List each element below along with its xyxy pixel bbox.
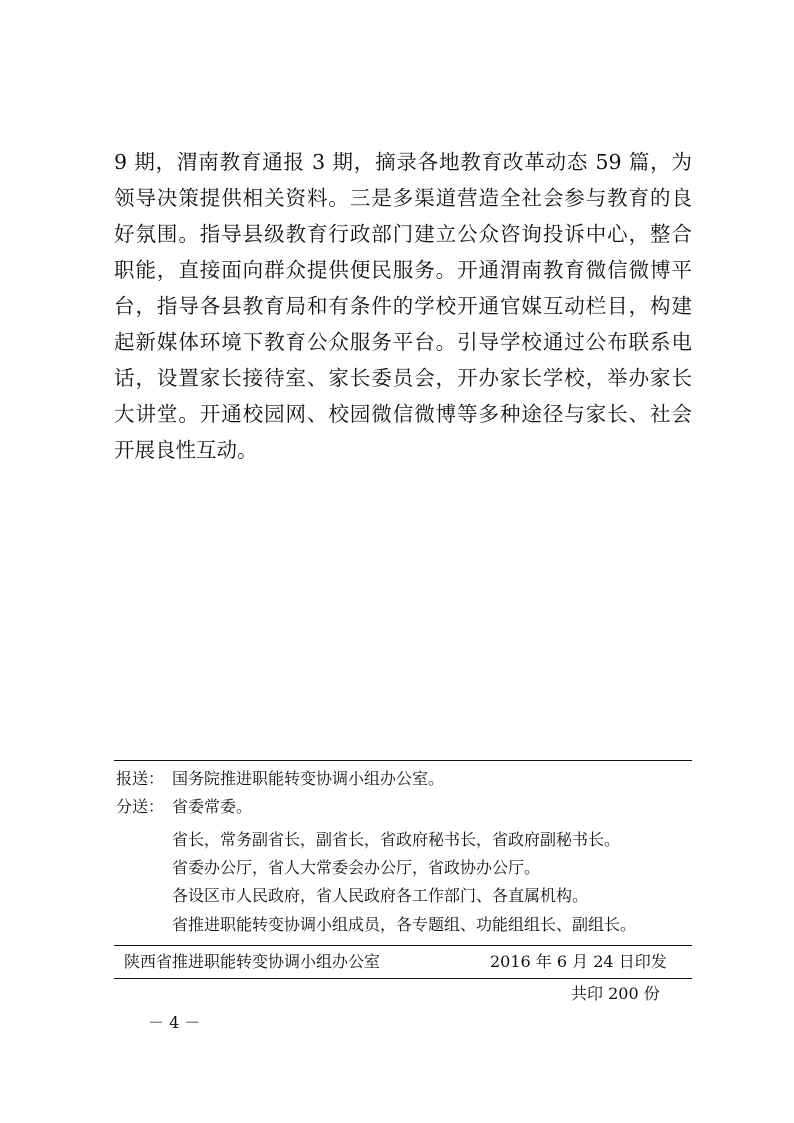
copy-recipient-line: 省长，常务副省长，副省长，省政府秘书长，省政府副秘书长。: [172, 830, 621, 849]
body-line: 9 期，渭南教育通报 3 期，摘录各地教育改革动态 59 篇，为: [114, 150, 692, 174]
copy-recipient-line: 各设区市人民政府，省人民政府各工作部门、各直属机构。: [172, 886, 589, 905]
body-line: 开展良性互动。: [114, 438, 258, 462]
body-line: 好氛围。指导县级教育行政部门建立公众咨询投诉中心，整合: [114, 222, 692, 246]
top-rule: [114, 760, 692, 761]
body-line: 话，设置家长接待室、家长委员会，开办家长学校，举办家长: [114, 366, 692, 390]
copy-recipient-line: 省委办公厅，省人大常委会办公厅，省政协办公厅。: [172, 858, 541, 877]
body-line: 职能，直接面向群众提供便民服务。开通渭南教育微信微博平: [114, 258, 692, 282]
copy-recipient-line: 省推进职能转变协调小组成员，各专题组、功能组组长、副组长。: [172, 915, 637, 934]
body-line: 起新媒体环境下教育公众服务平台。引导学校通过公布联系电: [114, 330, 692, 354]
copy-label: 分送：: [116, 797, 165, 816]
copy-recipient-line: 省委常委。: [172, 797, 253, 816]
issue-date: 2016 年 6 月 24 日印发: [490, 952, 667, 971]
report-label: 报送：: [116, 769, 165, 788]
print-copies: 共印 200 份: [571, 984, 660, 1003]
report-recipients: 国务院推进职能转变协调小组办公室。: [172, 769, 445, 788]
body-line: 大讲堂。开通校园网、校园微信微博等多种途径与家长、社会: [114, 402, 692, 426]
body-line: 台，指导各县教育局和有条件的学校开通官媒互动栏目，构建: [114, 294, 692, 318]
middle-rule: [114, 945, 692, 946]
body-line: 领导决策提供相关资料。三是多渠道营造全社会参与教育的良: [114, 186, 692, 210]
bottom-rule: [114, 978, 692, 979]
page-number: － 4 －: [148, 1013, 201, 1032]
issuing-office: 陕西省推进职能转变协调小组办公室: [124, 952, 381, 971]
